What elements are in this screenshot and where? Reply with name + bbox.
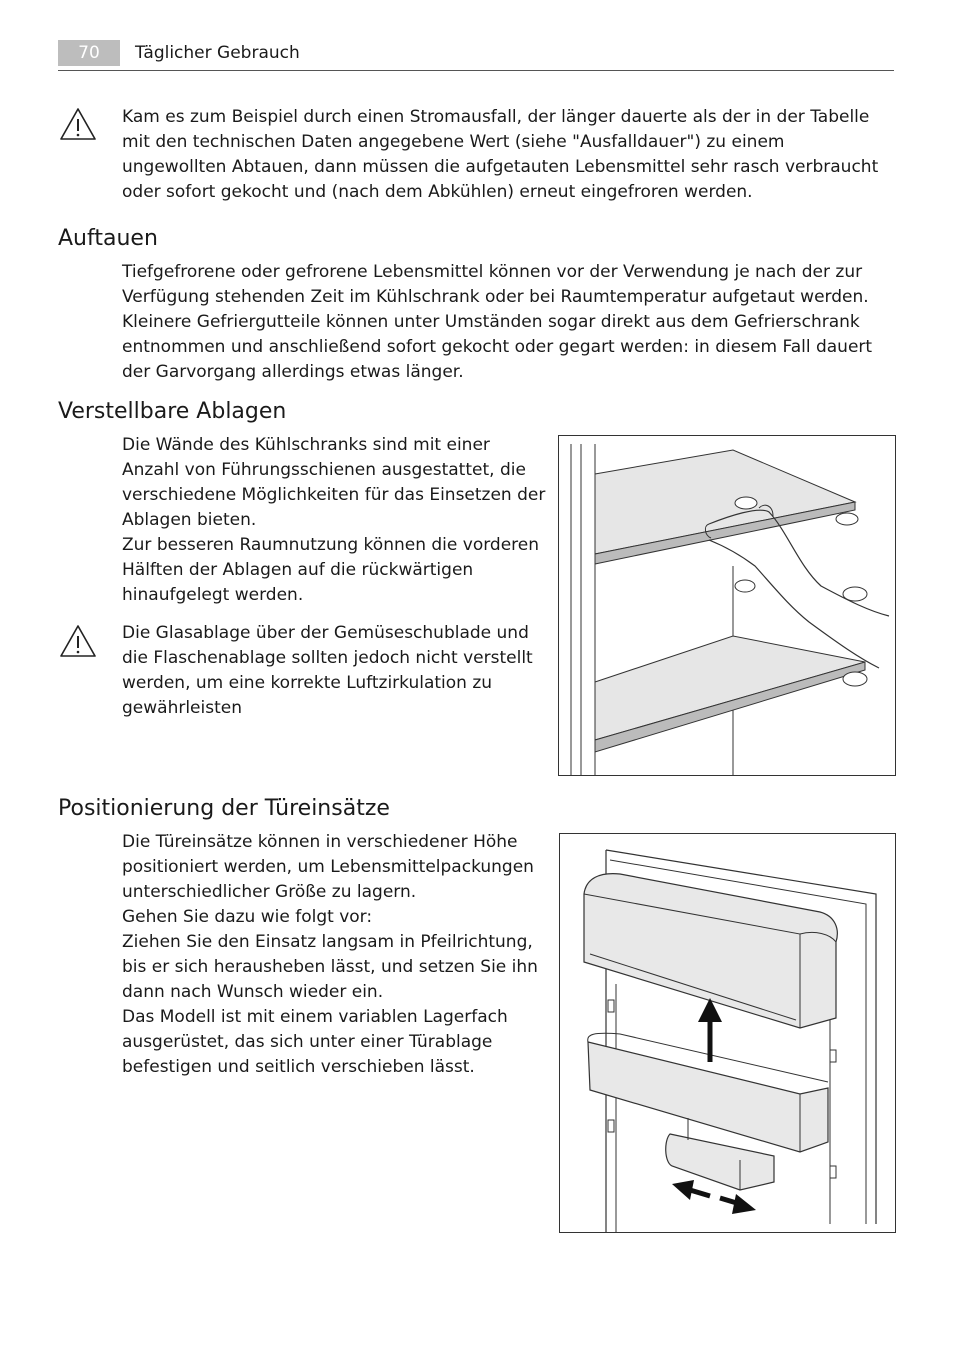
tuereinsaetze-text-2: Gehen Sie dazu wie folgt vor:	[122, 907, 373, 927]
auftauen-text: Tiefgefrorene oder gefrorene Lebensmittel können vor der Verwendung je nach der zur Verfügung stehenden Zeit im Kühlschrank oder bei Raumtemperatur aufgetaut werden. Kleinere Gefriergutteile können unter Umständen sogar direkt aus dem Gefrierschrank entnommen und anschließend sofort gekocht oder gegart werden: in diesem Fall dauert der Garvorgang allerdings etwas länger.	[122, 262, 873, 382]
running-title: Täglicher Gebrauch	[135, 43, 300, 63]
shelf-illustration	[558, 435, 896, 776]
heading-tuereinsaetze: Positionierung der Türeinsätze	[58, 796, 390, 821]
ablagen-text-1: Die Wände des Kühlschranks sind mit einer Anzahl von Führungsschienen ausgestattet, die verschiedene Möglichkeiten für das Einsetzen der Ablagen bieten.	[122, 435, 546, 530]
door-insert-illustration	[559, 833, 896, 1233]
tuereinsaetze-text-1: Die Türeinsätze können in verschiedener Höhe positioniert werden, um Lebensmittelpackungen unterschiedlicher Größe zu lagern.	[122, 832, 534, 902]
warning-triangle-icon	[58, 106, 98, 142]
tuereinsaetze-text-3: Ziehen Sie den Einsatz langsam in Pfeilrichtung, bis er sich herausheben lässt, und setzen Sie ihn dann nach Wunsch wieder ein.	[122, 932, 538, 1002]
page-header	[58, 40, 894, 71]
ablagen-warning-text: Die Glasablage über der Gemüseschublade und die Flaschenablage sollten jedoch nicht verstellt werden, um eine korrekte Luftzirkulation zu gewährleisten	[122, 623, 533, 718]
tuereinsaetze-text-4: Das Modell ist mit einem variablen Lagerfach ausgerüstet, das sich unter einer Türablage befestigen und seitlich verschieben lässt.	[122, 1007, 508, 1077]
heading-ablagen: Verstellbare Ablagen	[58, 399, 287, 424]
page-number: 70	[58, 40, 120, 66]
ablagen-text-2: Zur besseren Raumnutzung können die vorderen Hälften der Ablagen auf die rückwärtigen hinaufgelegt werden.	[122, 535, 540, 605]
warning-triangle-icon	[58, 623, 98, 659]
warning-top-text: Kam es zum Beispiel durch einen Stromausfall, der länger dauerte als der in der Tabelle mit den technischen Daten angegebene Wert (siehe "Ausfalldauer") zu einem ungewollten Abtauen, dann müssen die aufgetauten Lebensmittel sehr rasch verbraucht oder sofort gekocht und (nach dem Abkühlen) erneut eingefroren werden.	[122, 107, 879, 202]
heading-auftauen: Auftauen	[58, 226, 158, 251]
